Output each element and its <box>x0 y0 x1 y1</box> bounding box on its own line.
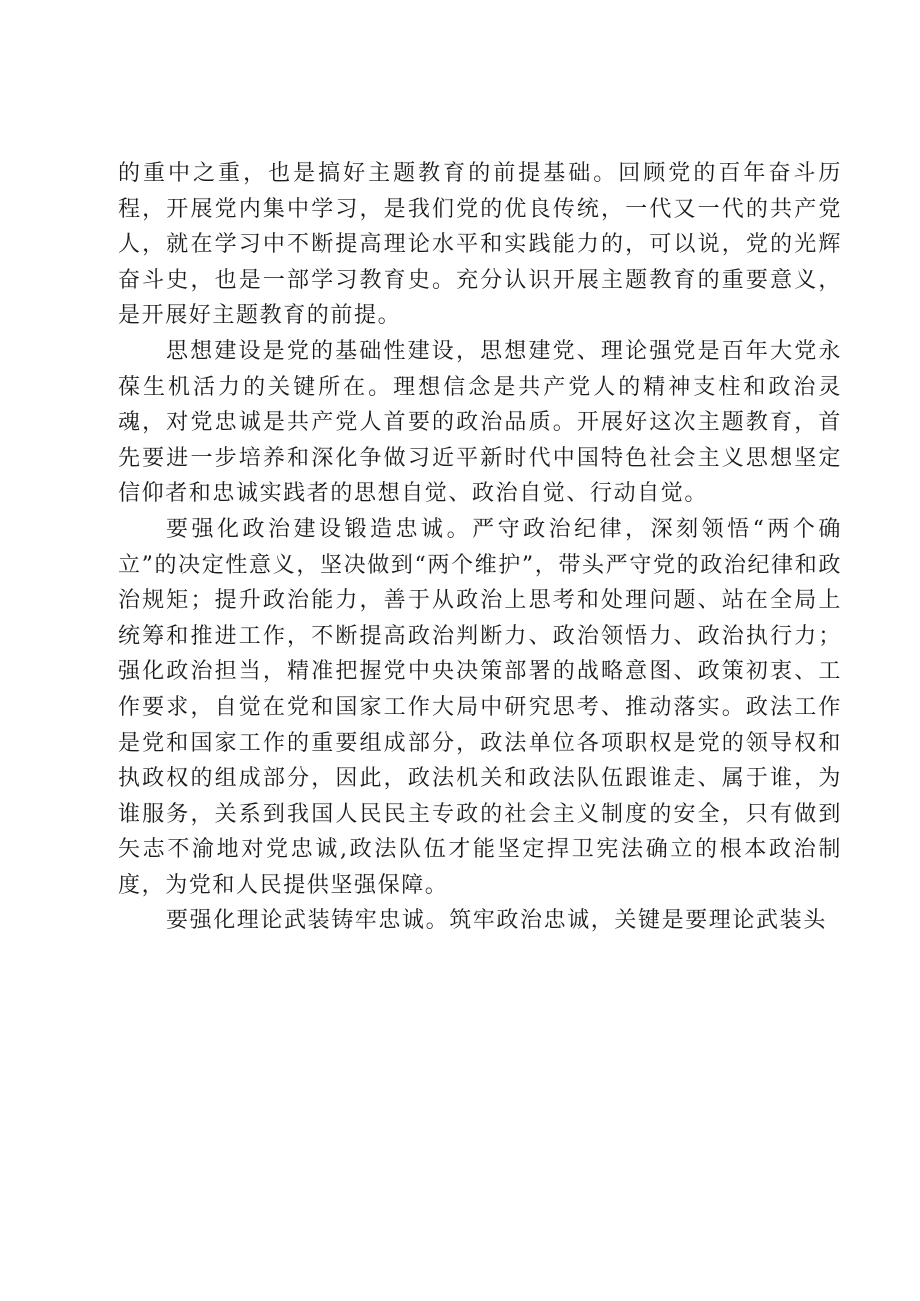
paragraph-4: 要强化理论武装铸牢忠诚。筑牢政治忠诚，关键是要理论武装头 <box>166 908 827 934</box>
paragraph-2: 思想建设是党的基础性建设，思想建党、理论强党是百年大党永葆生机活力的关键所在。理想信念是共产党人的精神支柱和政治灵魂，对党忠诚是共产党人首要的政治品质。开展好这次主题教育，首先要进一步培养和深化争做习近平新时代中国特色社会主义思想坚定信仰者和忠诚实践者的思想自觉、政治自觉、行动自觉。 <box>118 338 842 507</box>
paragraph-1: 的重中之重，也是搞好主题教育的前提基础。回顾党的百年奋斗历程，开展党内集中学习，是我们党的优良传统，一代又一代的共产党人，就在学习中不断提高理论水平和实践能力的，可以说，党的光辉奋斗史，也是一部学习教育史。充分认识开展主题教育的重要意义，是开展好主题教育的前提。 <box>118 161 842 329</box>
paragraph-3: 要强化政治建设锻造忠诚。严守政治纪律，深刻领悟“两个确立”的决定性意义，坚决做到“两个维护”，带头严守党的政治纪律和政治规矩；提升政治能力，善于从政治上思考和处理问题、站在全局上统筹和推进工作，不断提高政治判断力、政治领悟力、政治执行力；强化政治担当，精准把握党中央决策部署的战略意图、政策初衷、工作要求，自觉在党和国家工作大局中研究思考、推动落实。政法工作是党和国家工作的重要组成部分，政法单位各项职权是党的领导权和执政权的组成部分，因此，政法机关和政法队伍跟谁走、属于谁，为谁服务，关系到我国人民民主专政的社会主义制度的安全，只有做到矢志不渝地对党忠诚,政法队伍才能坚定捍卫宪法确立的根本政治制度，为党和人民提供坚强保障。 <box>118 516 842 898</box>
document-page <box>118 156 842 939</box>
